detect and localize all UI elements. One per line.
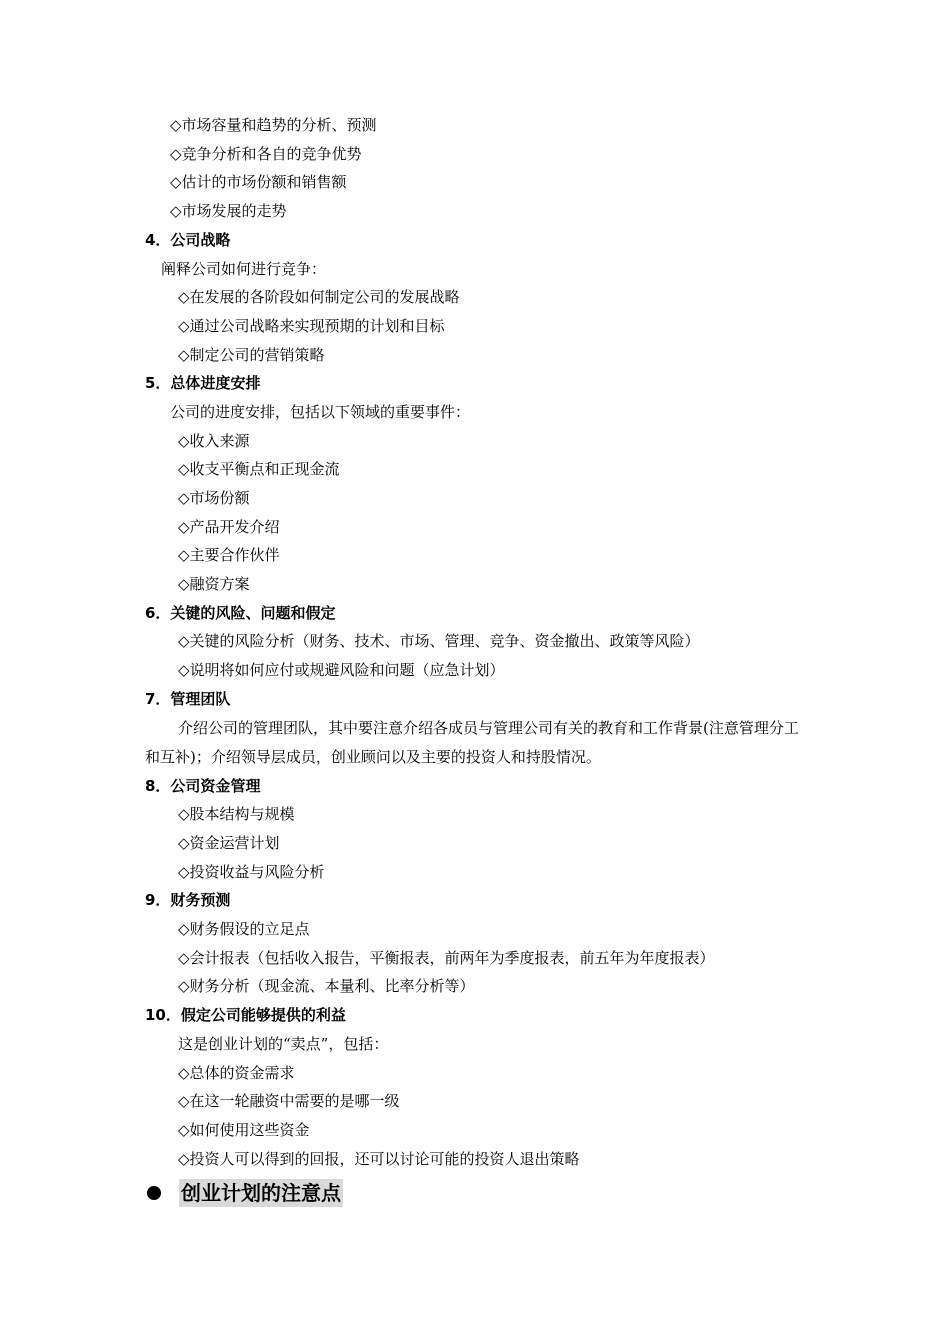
list-item: ◇收支平衡点和正现金流 — [178, 460, 340, 478]
list-item: ◇总体的资金需求 — [178, 1064, 295, 1082]
list-item: ◇市场容量和趋势的分析、预测 — [170, 116, 377, 134]
list-item: ◇收入来源 — [178, 432, 250, 450]
list-item: ◇市场发展的走势 — [170, 202, 287, 220]
list-item: ◇关键的风险分析（财务、技术、市场、管理、竞争、资金撤出、政策等风险） — [178, 632, 700, 650]
list-item: ◇投资人可以得到的回报，还可以讨论可能的投资人退出策略 — [178, 1150, 580, 1168]
list-item: ◇投资收益与风险分析 — [178, 863, 325, 881]
section-intro: 阐释公司如何进行竞争： — [161, 260, 327, 278]
list-item: ◇财务假设的立足点 — [178, 920, 310, 938]
list-item: ◇估计的市场份额和销售额 — [170, 173, 347, 191]
list-item: ◇市场份额 — [178, 489, 250, 507]
list-item: ◇融资方案 — [178, 575, 250, 593]
list-item: ◇股本结构与规模 — [178, 805, 295, 823]
filled-circle-bullet-icon — [147, 1186, 161, 1200]
bullet-heading-text: 创业计划的注意点 — [181, 1181, 341, 1205]
list-item: ◇在发展的各阶段如何制定公司的发展战略 — [178, 288, 460, 306]
list-item: ◇资金运营计划 — [178, 834, 280, 852]
section-heading: 6．关键的风险、问题和假定 — [145, 604, 336, 622]
list-item: ◇制定公司的营销策略 — [178, 346, 325, 364]
bullet-heading — [145, 1176, 343, 1210]
section-heading: 5．总体进度安排 — [145, 374, 261, 392]
list-item: ◇通过公司战略来实现预期的计划和目标 — [178, 317, 445, 335]
list-item: ◇产品开发介绍 — [178, 518, 280, 536]
list-item: ◇会计报表（包括收入报告，平衡报表，前两年为季度报表，前五年为年度报表） — [178, 949, 715, 967]
section-intro: 公司的进度安排，包括以下领域的重要事件： — [170, 403, 471, 421]
section-heading: 4．公司战略 — [145, 231, 231, 249]
list-item: ◇主要合作伙伴 — [178, 546, 280, 564]
list-item: ◇竞争分析和各自的竞争优势 — [170, 145, 362, 163]
list-item: ◇如何使用这些资金 — [178, 1121, 310, 1139]
section-heading: 10．假定公司能够提供的利益 — [145, 1006, 346, 1024]
list-item: ◇财务分析（现金流、本量利、比率分析等） — [178, 977, 475, 995]
section-heading: 9．财务预测 — [145, 891, 231, 909]
list-item: ◇说明将如何应付或规避风险和问题（应急计划） — [178, 661, 505, 679]
section-heading: 8．公司资金管理 — [145, 777, 261, 795]
section-intro: 这是创业计划的“卖点”，包括： — [178, 1035, 389, 1053]
list-item: ◇在这一轮融资中需要的是哪一级 — [178, 1092, 400, 1110]
section-paragraph: 介绍公司的管理团队，其中要注意介绍各成员与管理公司有关的教育和工作背景(注意管理分工和互补)；介绍领导层成员，创业顾问以及主要的投资人和持股情况。 — [145, 719, 799, 766]
section-heading: 7．管理团队 — [145, 690, 231, 708]
